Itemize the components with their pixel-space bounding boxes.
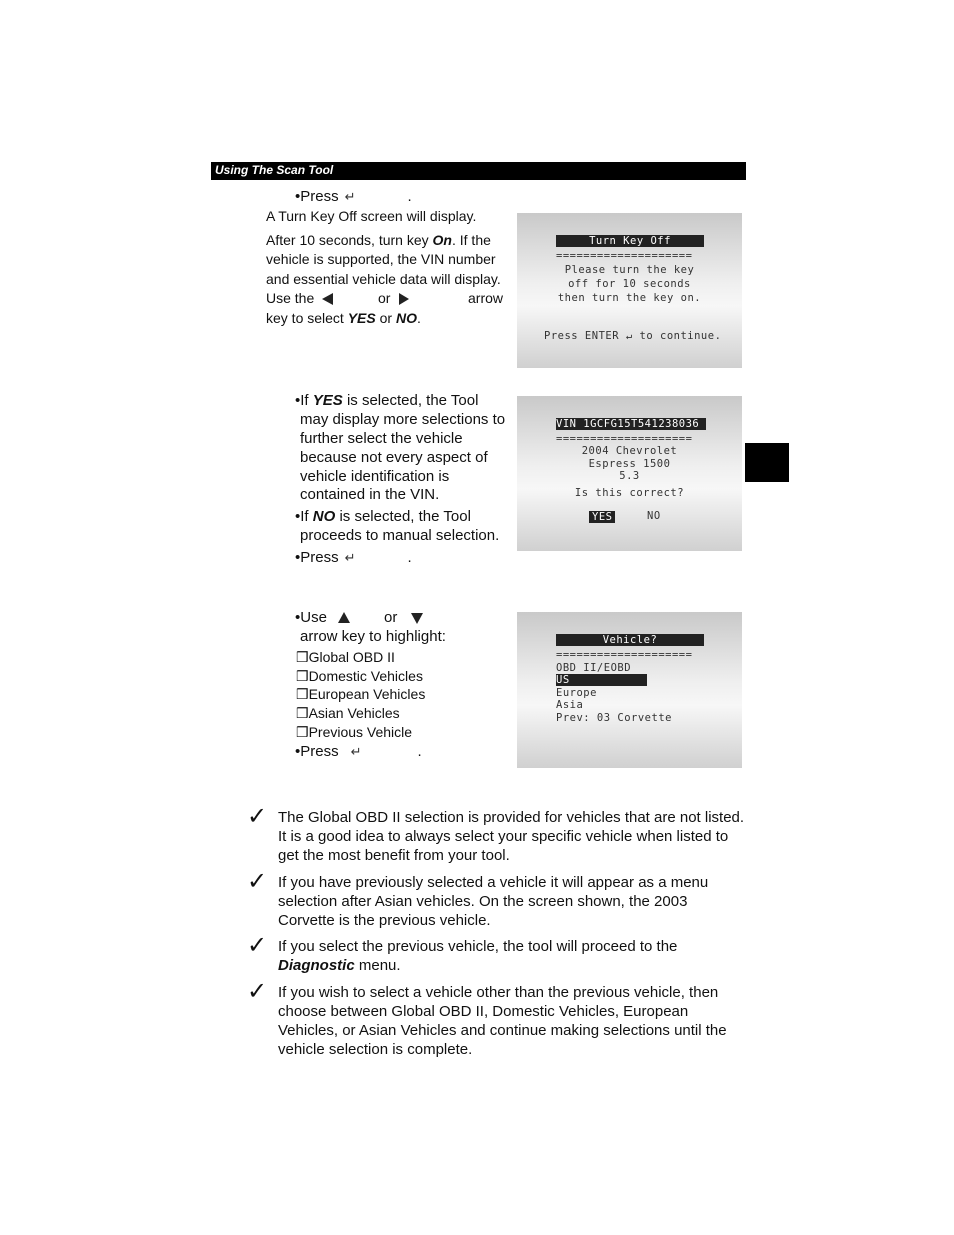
option-label: European Vehicles xyxy=(308,686,426,702)
screen-title: Vehicle? xyxy=(556,634,704,646)
period: . xyxy=(407,549,412,566)
press-label: •Press xyxy=(295,549,339,566)
note-text: menu. xyxy=(358,957,401,974)
footer-text: to continue. xyxy=(639,330,722,342)
para-text: key to select xyxy=(266,310,344,326)
note-previous-vehicle: If you have previously selected a vehicle it will appear as a menu selection after Asian vehicles. On the screen shown, the 2003 Corvette is the previous vehicle. xyxy=(278,874,709,929)
screen-line: off for 10 seconds xyxy=(568,278,691,290)
no-word: NO xyxy=(395,310,417,326)
step1-para-line3: and essential vehicle data will display. xyxy=(266,271,501,287)
checkbox-icon: ❒ xyxy=(296,649,309,665)
option-previous xyxy=(296,723,412,743)
menu-item-us[interactable]: US xyxy=(556,674,647,686)
option-domestic xyxy=(296,667,423,687)
or-word: or xyxy=(379,310,393,326)
down-arrow-icon xyxy=(411,613,423,624)
step-text: is selected, the Tool xyxy=(346,392,479,409)
note-global-obd: The Global OBD II selection is provided for vehicles that are not listed. It is a good idea to always select your specific vehicle when listed to get the most benefit from your tool. xyxy=(278,809,745,864)
confirm-question: Is this correct? xyxy=(574,487,685,499)
step2-no-line xyxy=(295,507,471,526)
bullet-if: •If xyxy=(295,508,309,525)
step2-line: proceeds to manual selection. xyxy=(300,527,500,544)
section-header-bar xyxy=(211,162,746,180)
yes-option[interactable]: YES xyxy=(589,511,615,523)
or-word: or xyxy=(378,290,391,306)
footer-text: Press ENTER xyxy=(544,330,620,342)
checkbox-icon: ❒ xyxy=(296,686,309,702)
step1-para-line5 xyxy=(266,309,421,329)
option-global-obd xyxy=(296,648,395,668)
check-icon: ✓ xyxy=(247,802,268,830)
yes-word: YES xyxy=(312,392,343,409)
screen-footer xyxy=(544,330,721,342)
use-label: •Use xyxy=(295,609,327,626)
vin-screen xyxy=(517,396,742,551)
section-title: Using The Scan Tool xyxy=(215,163,334,177)
check-icon: ✓ xyxy=(247,931,268,959)
note-other-vehicle: If you wish to select a vehicle other than the previous vehicle, then choose between Global OBD II, Domestic Vehicles, European Vehicles, or Asian Vehicles and continue making selections until the vehicle selection is complete. xyxy=(278,984,727,1058)
turn-key-off-screen xyxy=(517,213,742,368)
checkbox-icon: ❒ xyxy=(296,705,309,721)
step3-press xyxy=(295,742,422,761)
note-diagnostic-menu xyxy=(278,937,748,975)
vehicle-model: Espress 1500 xyxy=(588,458,671,470)
turn-key-text: A Turn Key Off screen will display. xyxy=(266,208,477,224)
check-icon: ✓ xyxy=(247,977,268,1005)
yes-word: YES xyxy=(347,310,376,326)
period: . xyxy=(407,188,412,205)
arrow-word: arrow xyxy=(468,290,504,306)
press-label: •Press xyxy=(295,188,339,205)
checkbox-icon: ❒ xyxy=(296,724,309,740)
screen-divider: ==================== xyxy=(556,433,693,445)
para-text: . If the xyxy=(451,232,491,248)
option-label: Asian Vehicles xyxy=(308,705,400,721)
option-label: Domestic Vehicles xyxy=(308,668,423,684)
left-arrow-icon xyxy=(322,293,333,305)
para-text: Use the xyxy=(266,290,315,306)
step1-para-line4 xyxy=(266,289,504,309)
step2-line: because not every aspect of xyxy=(300,449,488,466)
check-icon: ✓ xyxy=(247,867,268,895)
option-european xyxy=(296,685,425,705)
enter-key-icon: ↵ xyxy=(625,330,633,342)
bullet-if: •If xyxy=(295,392,309,409)
step1-para-line1 xyxy=(266,231,491,251)
screen-line: Please turn the key xyxy=(564,264,695,276)
option-asian xyxy=(296,704,400,724)
option-label: Previous Vehicle xyxy=(308,724,413,740)
step2-line: contained in the VIN. xyxy=(300,486,440,503)
step-text: is selected, the Tool xyxy=(339,508,471,525)
para-text: After 10 seconds, turn key xyxy=(266,232,429,248)
no-option[interactable]: NO xyxy=(647,510,661,522)
up-arrow-icon xyxy=(338,612,350,623)
press-label: •Press xyxy=(295,743,339,760)
screen-line: then turn the key on. xyxy=(557,292,702,304)
step2-line: vehicle identification is xyxy=(300,468,450,485)
option-label: Global OBD II xyxy=(308,649,395,665)
step1-press xyxy=(295,187,412,206)
on-word: On xyxy=(432,232,452,248)
no-word: NO xyxy=(312,508,336,525)
right-arrow-icon xyxy=(399,293,409,305)
menu-item-obd[interactable]: OBD II/EOBD xyxy=(556,662,632,674)
vin-line: VIN 1GCFG15T541238036 xyxy=(556,418,706,430)
diagnostic-word: Diagnostic xyxy=(278,957,355,974)
menu-item-asia[interactable]: Asia xyxy=(556,699,584,711)
or-word: or xyxy=(384,609,398,626)
period: . xyxy=(417,743,422,760)
menu-item-previous[interactable]: Prev: 03 Corvette xyxy=(556,712,672,724)
screen-title: Turn Key Off xyxy=(556,235,704,247)
checkbox-icon: ❒ xyxy=(296,668,309,684)
step2-line: further select the vehicle xyxy=(300,430,463,447)
screen-divider: ==================== xyxy=(556,250,693,262)
note-text: If you select the previous vehicle, the tool will proceed to the xyxy=(278,938,678,955)
step2-line: may display more selections to xyxy=(300,411,506,428)
vehicle-engine: 5.3 xyxy=(619,470,640,482)
step3-arrow-line: arrow key to highlight: xyxy=(300,628,446,645)
step2-yes-line xyxy=(295,391,478,410)
enter-key-icon: ↵ xyxy=(344,189,356,204)
period: . xyxy=(416,310,421,326)
screen-divider: ==================== xyxy=(556,649,693,661)
menu-item-europe[interactable]: Europe xyxy=(556,687,597,699)
step2-press xyxy=(295,548,412,567)
vehicle-year-make: 2004 Chevrolet xyxy=(581,445,678,457)
enter-key-icon: ↵ xyxy=(350,744,362,759)
step3-use-line xyxy=(295,608,495,627)
step1-para-line2: vehicle is supported, the VIN number xyxy=(266,251,496,267)
enter-key-icon: ↵ xyxy=(344,550,356,565)
vehicle-select-screen xyxy=(517,612,742,768)
chapter-tab xyxy=(745,443,789,482)
